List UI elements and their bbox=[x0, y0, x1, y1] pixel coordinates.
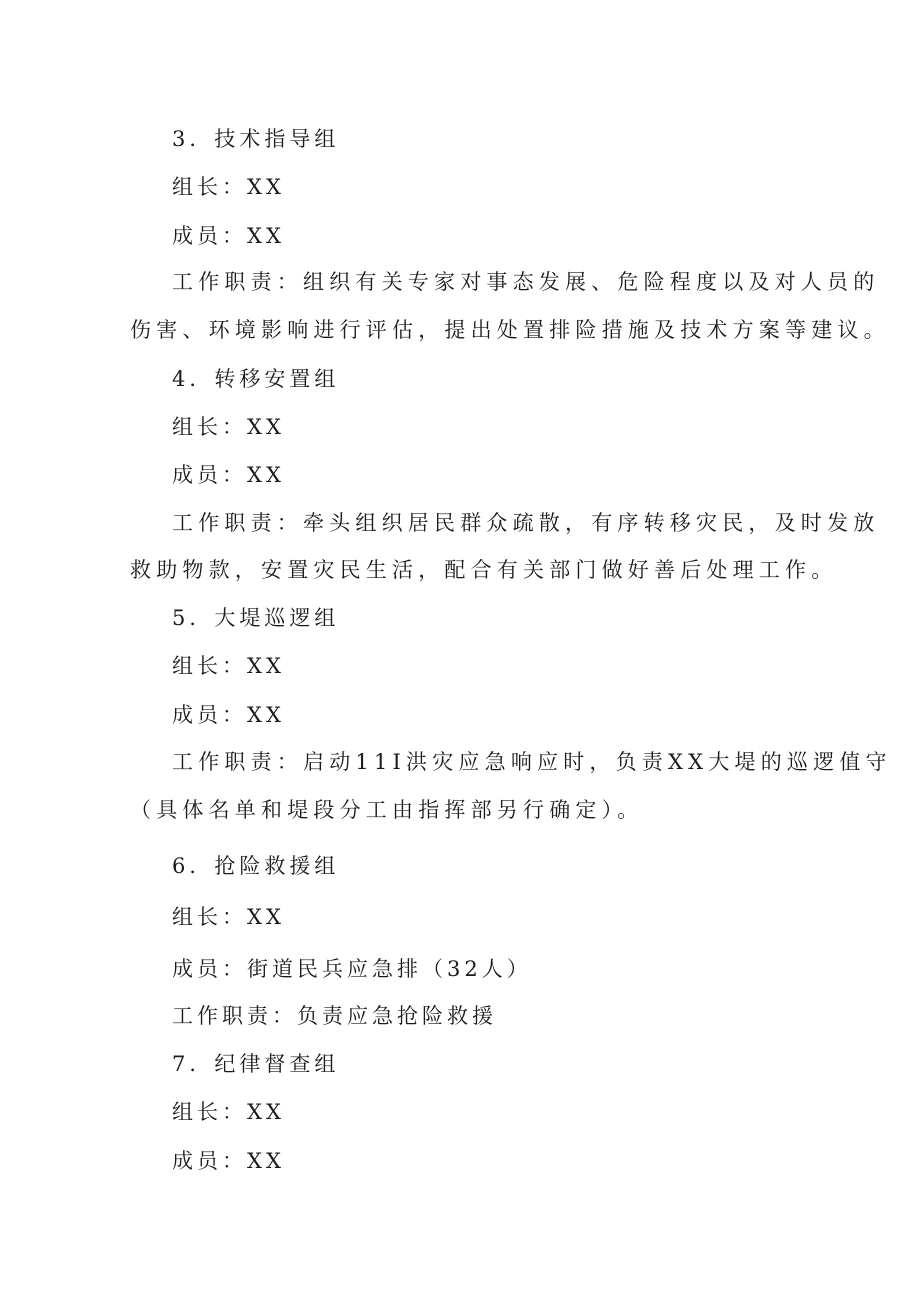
section-4-members: 成员：XX bbox=[172, 463, 285, 487]
section-4-duty-line2: 救助物款，安置灾民生活，配合有关部门做好善后处理工作。 bbox=[130, 558, 838, 582]
section-3-duty-line1: 工作职责：组织有关专家对事态发展、危险程度以及对人员的 bbox=[172, 270, 880, 294]
section-3-leader: 组长：XX bbox=[172, 175, 285, 199]
section-5-duty-line2: （具体名单和堤段分工由指挥部另行确定）。 bbox=[130, 798, 644, 822]
section-5-members: 成员：XX bbox=[172, 703, 285, 727]
section-6-leader: 组长：XX bbox=[172, 905, 285, 929]
section-6-duty-line1: 工作职责：负责应急抢险救援 bbox=[172, 1004, 497, 1028]
section-3-duty-line2: 伤害、环境影响进行评估，提出处置排险措施及技术方案等建议。 bbox=[130, 318, 890, 342]
section-4-duty-line1: 工作职责：牵头组织居民群众疏散，有序转移灾民，及时发放 bbox=[172, 511, 880, 535]
section-7-heading: 7．纪律督查组 bbox=[172, 1052, 340, 1076]
section-5-duty-line1: 工作职责：启动11I洪灾应急响应时，负责XX大堤的巡逻值守 bbox=[172, 750, 892, 774]
section-3-members: 成员：XX bbox=[172, 224, 285, 248]
section-5-leader: 组长：XX bbox=[172, 654, 285, 678]
section-5-heading: 5．大堤巡逻组 bbox=[172, 606, 340, 630]
section-7-leader: 组长：XX bbox=[172, 1100, 285, 1124]
section-6-heading: 6．抢险救援组 bbox=[172, 854, 340, 878]
section-6-members: 成员：街道民兵应急排（32人） bbox=[172, 957, 532, 981]
section-3-heading: 3．技术指导组 bbox=[172, 127, 340, 151]
section-4-heading: 4．转移安置组 bbox=[172, 367, 340, 391]
section-4-leader: 组长：XX bbox=[172, 415, 285, 439]
section-7-members: 成员：XX bbox=[172, 1149, 285, 1173]
